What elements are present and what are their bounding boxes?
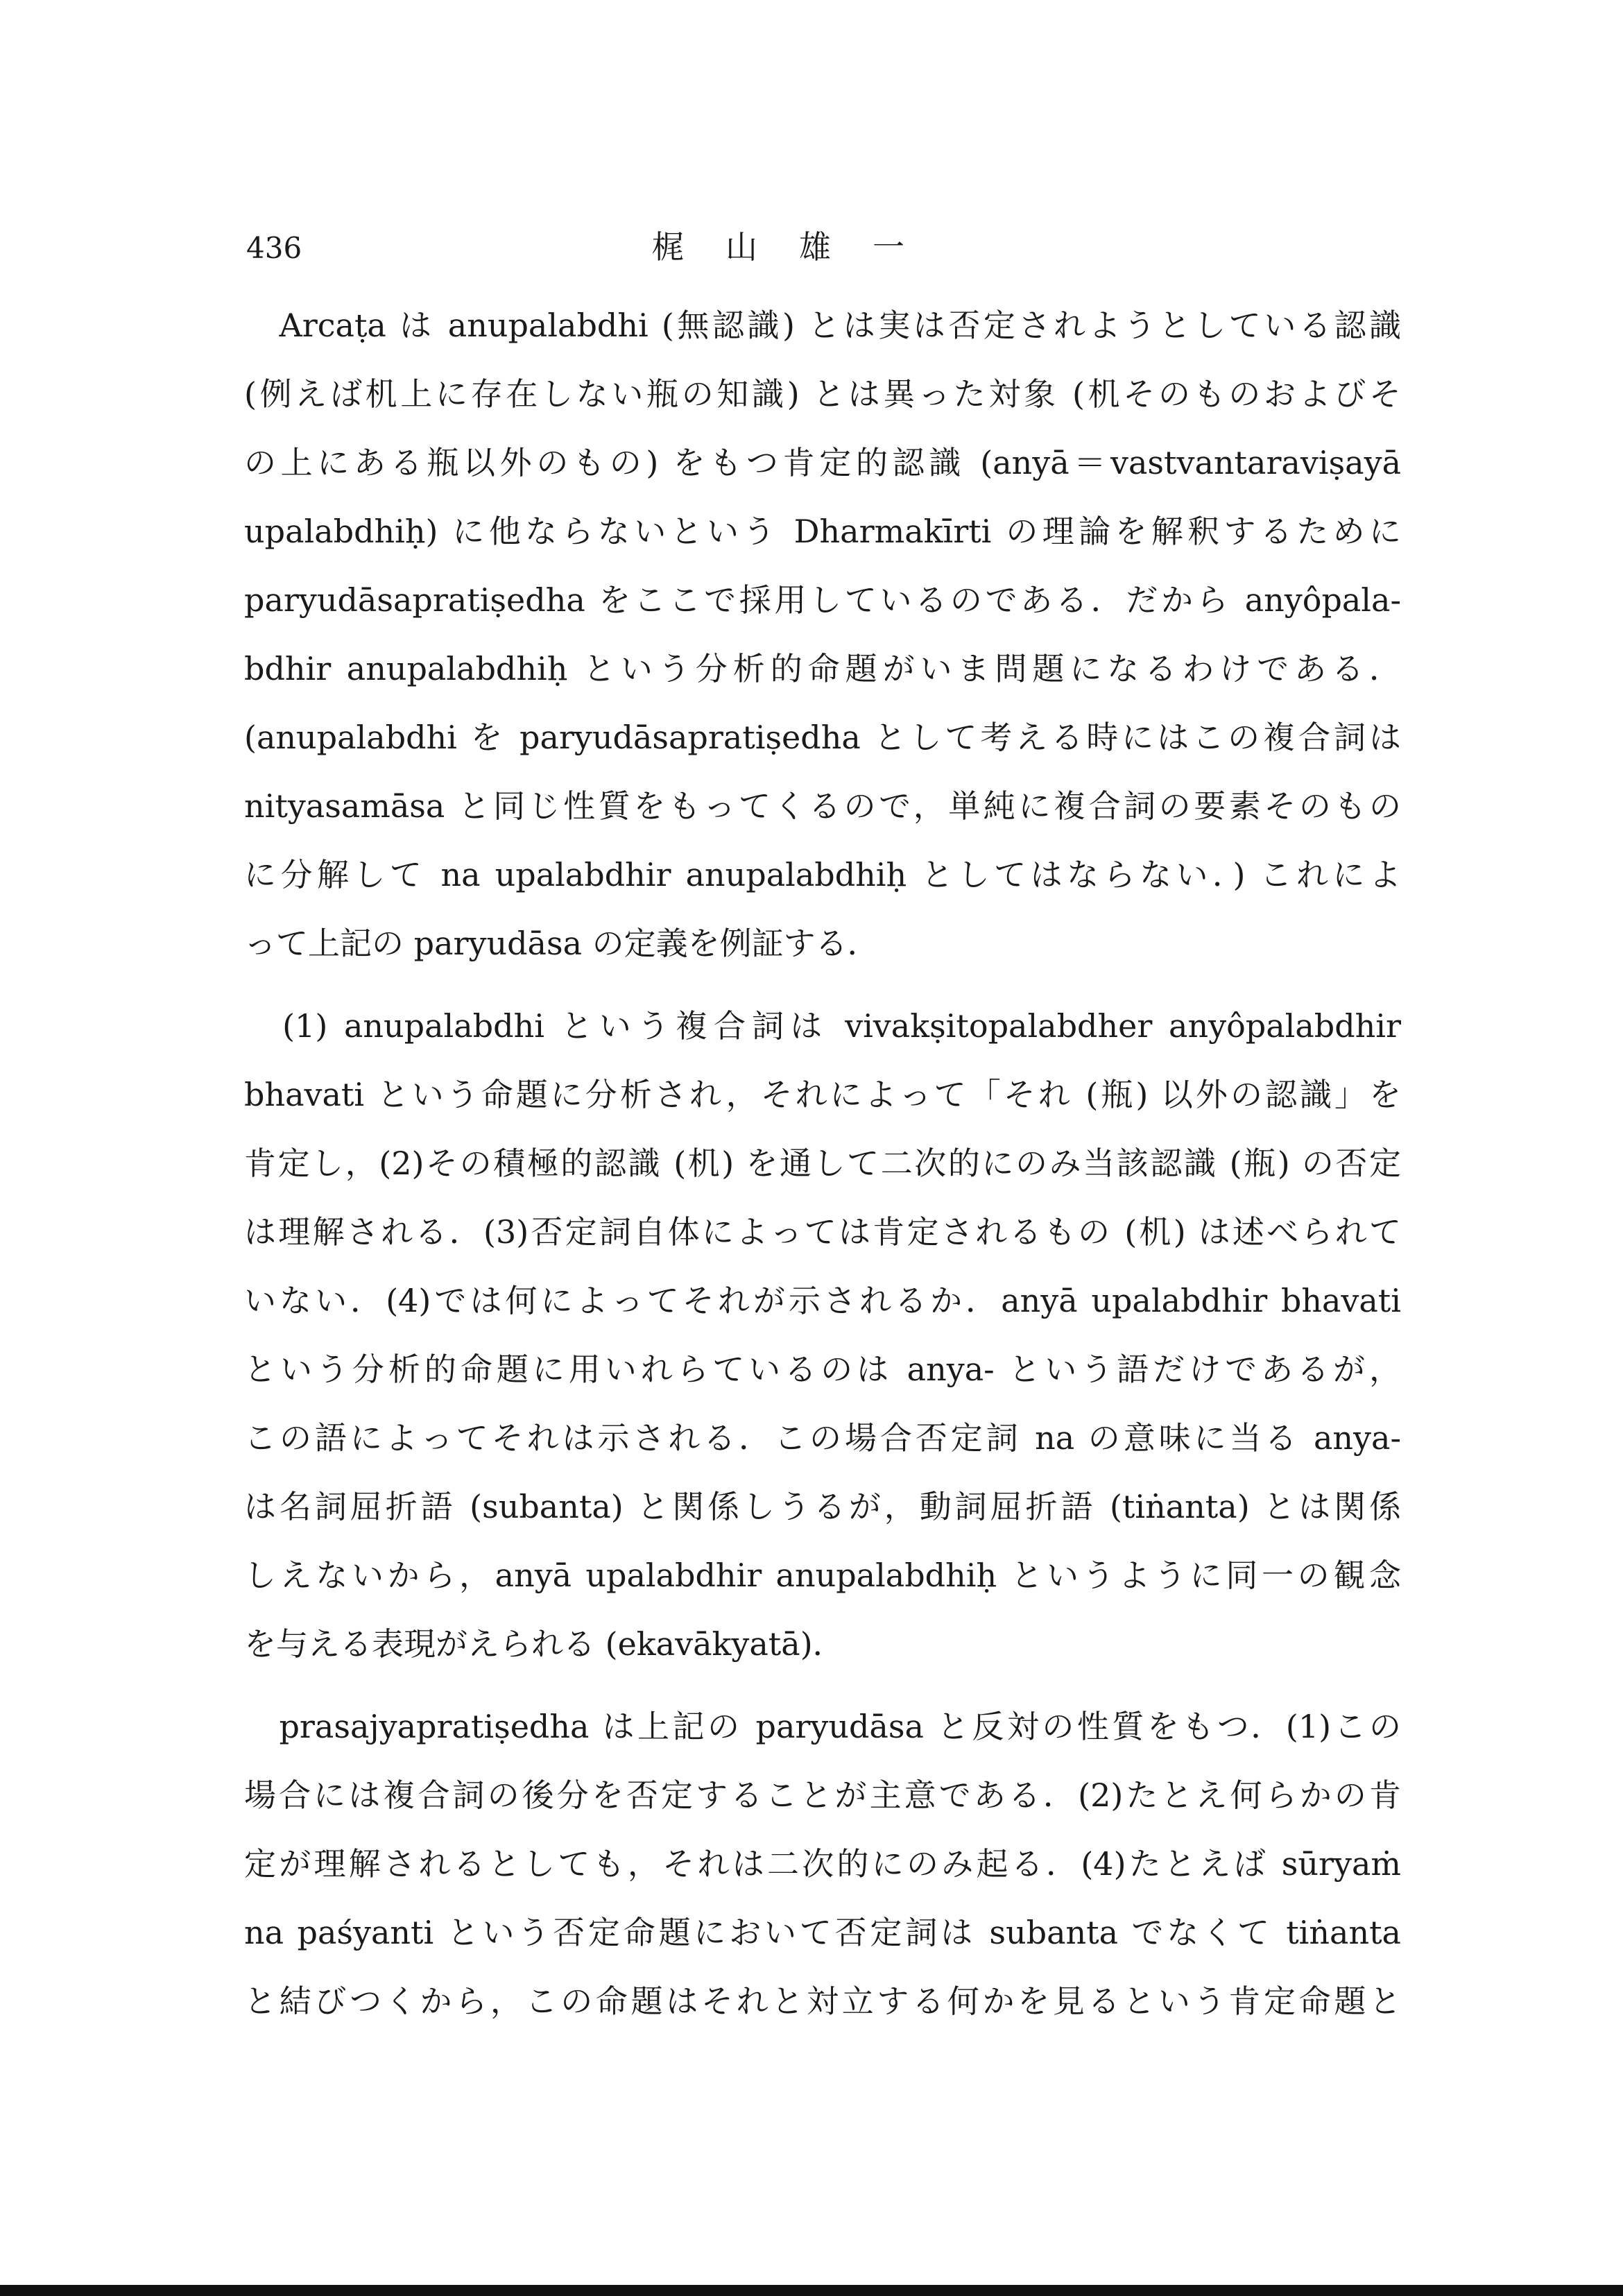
text-line: nityasamāsa と同じ性質をもってくるので，単純に複合詞の要素そのもの (244, 787, 1401, 825)
paragraph-2 (244, 992, 1401, 1679)
text-line: (例えば机上に存在しない瓶の知識) とは異った対象 (机そのものおよびそ (244, 375, 1401, 413)
text-line: paryudāsapratiṣedha をここで採用しているのである．だから anyôpala- (244, 581, 1401, 619)
text-line: は理解される．(3)否定詞自体によっては肯定されるもの (机) は述べられて (244, 1213, 1401, 1251)
text-line: (anupalabdhi を paryudāsapratiṣedha として考える時にはこの複合詞は (244, 719, 1401, 756)
text-line: を与える表現がえられる (ekavākyatā)． (244, 1625, 845, 1663)
text-line: bhavati という命題に分析され，それによって「それ (瓶) 以外の認識」を (244, 1076, 1401, 1113)
text-line: 定が理解されるとしても，それは二次的にのみ起る．(4)たとえば sūryaṁ (244, 1845, 1401, 1883)
text-line: は名詞屈折語 (subanta) と関係しうるが，動詞屈折語 (tiṅanta) とは関係 (244, 1488, 1401, 1525)
text-line: この語によってそれは示される．この場合否定詞 na の意味に当る anya- (244, 1419, 1401, 1457)
text-line: Arcaṭa は anupalabdhi (無認識) とは実は否定されようとしている認識 (244, 307, 1401, 344)
scan-bottom-edge (0, 2285, 1623, 2296)
text-line: しえないから，anyā upalabdhir anupalabdhiḥ というように同一の観念 (244, 1557, 1401, 1594)
body-text (244, 291, 1401, 2036)
text-line: に分解して na upalabdhir anupalabdhiḥ としてはならない．) これによ (244, 856, 1401, 893)
text-line: bdhir anupalabdhiḥ という分析的命題がいま問題になるわけである． (244, 650, 1401, 687)
text-line: upalabdhiḥ) に他ならないという Dharmakīrti の理論を解釈するために (244, 513, 1401, 550)
text-line: いない．(4)では何によってそれが示されるか．anyā upalabdhir bhavati (244, 1282, 1401, 1319)
text-line: 場合には複合詞の後分を否定することが主意である．(2)たとえ何らかの肯 (244, 1776, 1401, 1814)
text-line: と結びつくから，この命題はそれと対立する何かを見るという肯定命題と (244, 1982, 1401, 2020)
paragraph-1 (244, 291, 1401, 978)
text-line: という分析的命題に用いれらているのは anya- という語だけであるが， (244, 1351, 1401, 1388)
text-line: の上にある瓶以外のもの) をもつ肯定的認識 (anyā＝vastvantaraviṣayā (244, 444, 1401, 481)
running-head-author: 梶山雄一 (652, 228, 946, 266)
text-line: って上記の paryudāsa の定義を例証する． (244, 925, 879, 962)
text-line: 肯定し，(2)その積極的認識 (机) を通して二次的にのみ当該認識 (瓶) の否定 (244, 1145, 1401, 1182)
text-line: prasajyapratiṣedha は上記の paryudāsa と反対の性質をもつ．(1)この (244, 1708, 1401, 1745)
paragraph-3 (244, 1693, 1401, 2036)
page-number: 436 (246, 231, 302, 265)
text-line: (1) anupalabdhi という複合詞は vivakṣitopalabdher anyôpalabdhir (244, 1007, 1401, 1045)
text-line: na paśyanti という否定命題において否定詞は subanta でなくて tiṅanta (244, 1914, 1401, 1951)
